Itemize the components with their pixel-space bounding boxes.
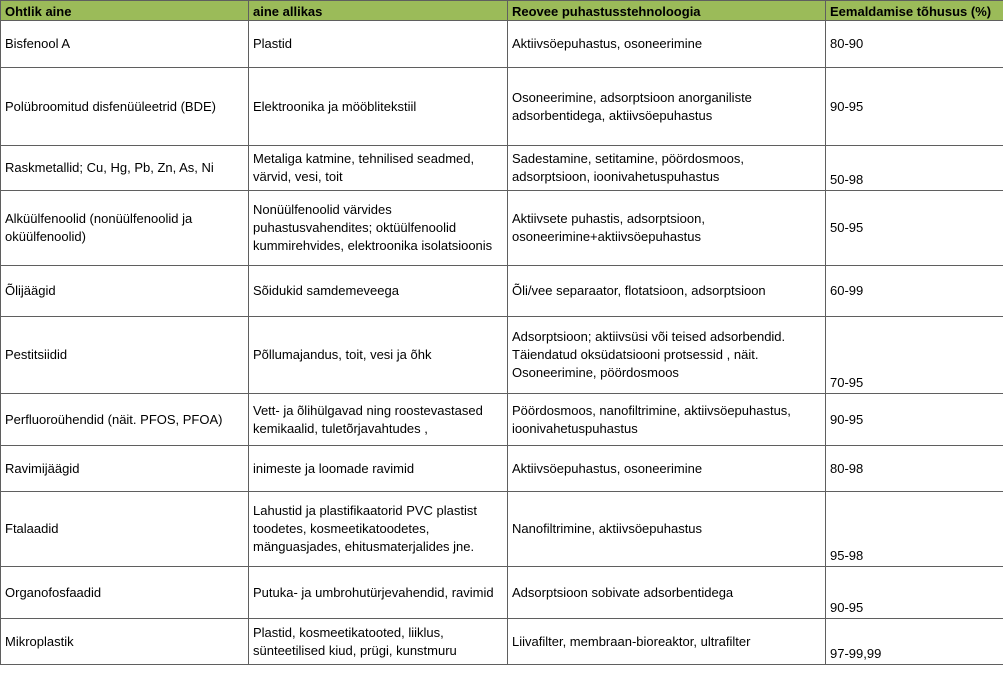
table-row bbox=[1, 492, 1003, 567]
cell-source: Plastid, kosmeetikatooted, liiklus, sünteetilised kiud, prügi, kunstmuru bbox=[249, 619, 508, 665]
table-row bbox=[1, 619, 1003, 665]
cell-technology: Sadestamine, setitamine, pöördosmoos, adsorptsioon, ioonivahetuspuhastus bbox=[508, 146, 826, 191]
table-row bbox=[1, 446, 1003, 492]
cell-technology: Osoneerimine, adsorptsioon anorganiliste adsorbentidega, aktiivsöepuhastus bbox=[508, 68, 826, 146]
cell-efficiency: 90-95 bbox=[826, 567, 1003, 619]
cell-technology: Aktiivsöepuhastus, osoneerimine bbox=[508, 21, 826, 68]
header-substance: Ohtlik aine bbox=[1, 1, 249, 21]
table-row bbox=[1, 68, 1003, 146]
cell-efficiency: 80-90 bbox=[826, 21, 1003, 68]
header-efficiency: Eemaldamise tõhusus (%) bbox=[826, 1, 1003, 21]
cell-technology: Adsorptsioon; aktiivsüsi või teised adsorbendid. Täiendatud oksüdatsiooni protsessid , näit. Osoneerimine, pöördosmoos bbox=[508, 317, 826, 394]
cell-technology: Pöördosmoos, nanofiltrimine, aktiivsöepuhastus, ioonivahetuspuhastus bbox=[508, 394, 826, 446]
table-row bbox=[1, 21, 1003, 68]
cell-substance: Ftalaadid bbox=[1, 492, 249, 567]
cell-substance: Õlijäägid bbox=[1, 266, 249, 317]
cell-efficiency: 50-98 bbox=[826, 146, 1003, 191]
cell-source: Põllumajandus, toit, vesi ja õhk bbox=[249, 317, 508, 394]
cell-technology: Adsorptsioon sobivate adsorbentidega bbox=[508, 567, 826, 619]
table-row bbox=[1, 317, 1003, 394]
cell-technology: Õli/vee separaator, flotatsioon, adsorptsioon bbox=[508, 266, 826, 317]
cell-substance: Perfluoroühendid (näit. PFOS, PFOA) bbox=[1, 394, 249, 446]
cell-substance: Organofosfaadid bbox=[1, 567, 249, 619]
cell-technology: Liivafilter, membraan-bioreaktor, ultrafilter bbox=[508, 619, 826, 665]
cell-substance: Pestitsiidid bbox=[1, 317, 249, 394]
cell-substance: Ravimijäägid bbox=[1, 446, 249, 492]
table-row bbox=[1, 394, 1003, 446]
cell-efficiency: 97-99,99 bbox=[826, 619, 1003, 665]
cell-efficiency: 90-95 bbox=[826, 394, 1003, 446]
table-row bbox=[1, 191, 1003, 266]
cell-source: inimeste ja loomade ravimid bbox=[249, 446, 508, 492]
cell-source: Plastid bbox=[249, 21, 508, 68]
cell-substance: Alküülfenoolid (nonüülfenoolid ja oküülfenoolid) bbox=[1, 191, 249, 266]
table-row bbox=[1, 146, 1003, 191]
cell-efficiency: 60-99 bbox=[826, 266, 1003, 317]
header-technology: Reovee puhastusstehnoloogia bbox=[508, 1, 826, 21]
cell-efficiency: 90-95 bbox=[826, 68, 1003, 146]
cell-substance: Raskmetallid; Cu, Hg, Pb, Zn, As, Ni bbox=[1, 146, 249, 191]
cell-source: Elektroonika ja mööblitekstiil bbox=[249, 68, 508, 146]
cell-technology: Aktiivsete puhastis, adsorptsioon, osoneerimine+aktiivsöepuhastus bbox=[508, 191, 826, 266]
cell-source: Vett- ja õlihülgavad ning roostevastased kemikaalid, tuletõrjavahtudes , bbox=[249, 394, 508, 446]
header-source: aine allikas bbox=[249, 1, 508, 21]
table-row bbox=[1, 266, 1003, 317]
cell-efficiency: 95-98 bbox=[826, 492, 1003, 567]
cell-substance: Bisfenool A bbox=[1, 21, 249, 68]
cell-efficiency: 70-95 bbox=[826, 317, 1003, 394]
cell-source: Sõidukid samdemeveega bbox=[249, 266, 508, 317]
cell-source: Nonüülfenoolid värvides puhastusvahendites; oktüülfenoolid kummirehvides, elektroonika isolatsioonis bbox=[249, 191, 508, 266]
cell-substance: Mikroplastik bbox=[1, 619, 249, 665]
cell-technology: Aktiivsöepuhastus, osoneerimine bbox=[508, 446, 826, 492]
cell-technology: Nanofiltrimine, aktiivsöepuhastus bbox=[508, 492, 826, 567]
table-row bbox=[1, 567, 1003, 619]
cell-substance: Polübroomitud disfenüüleetrid (BDE) bbox=[1, 68, 249, 146]
header-row bbox=[1, 1, 1003, 21]
cell-source: Lahustid ja plastifikaatorid PVC plastist toodetes, kosmeetikatoodetes, mänguasjades, ehitusmaterjalides jne. bbox=[249, 492, 508, 567]
cell-efficiency: 50-95 bbox=[826, 191, 1003, 266]
cell-source: Metaliga katmine, tehnilised seadmed, värvid, vesi, toit bbox=[249, 146, 508, 191]
cell-efficiency: 80-98 bbox=[826, 446, 1003, 492]
cell-source: Putuka- ja umbrohutürjevahendid, ravimid bbox=[249, 567, 508, 619]
